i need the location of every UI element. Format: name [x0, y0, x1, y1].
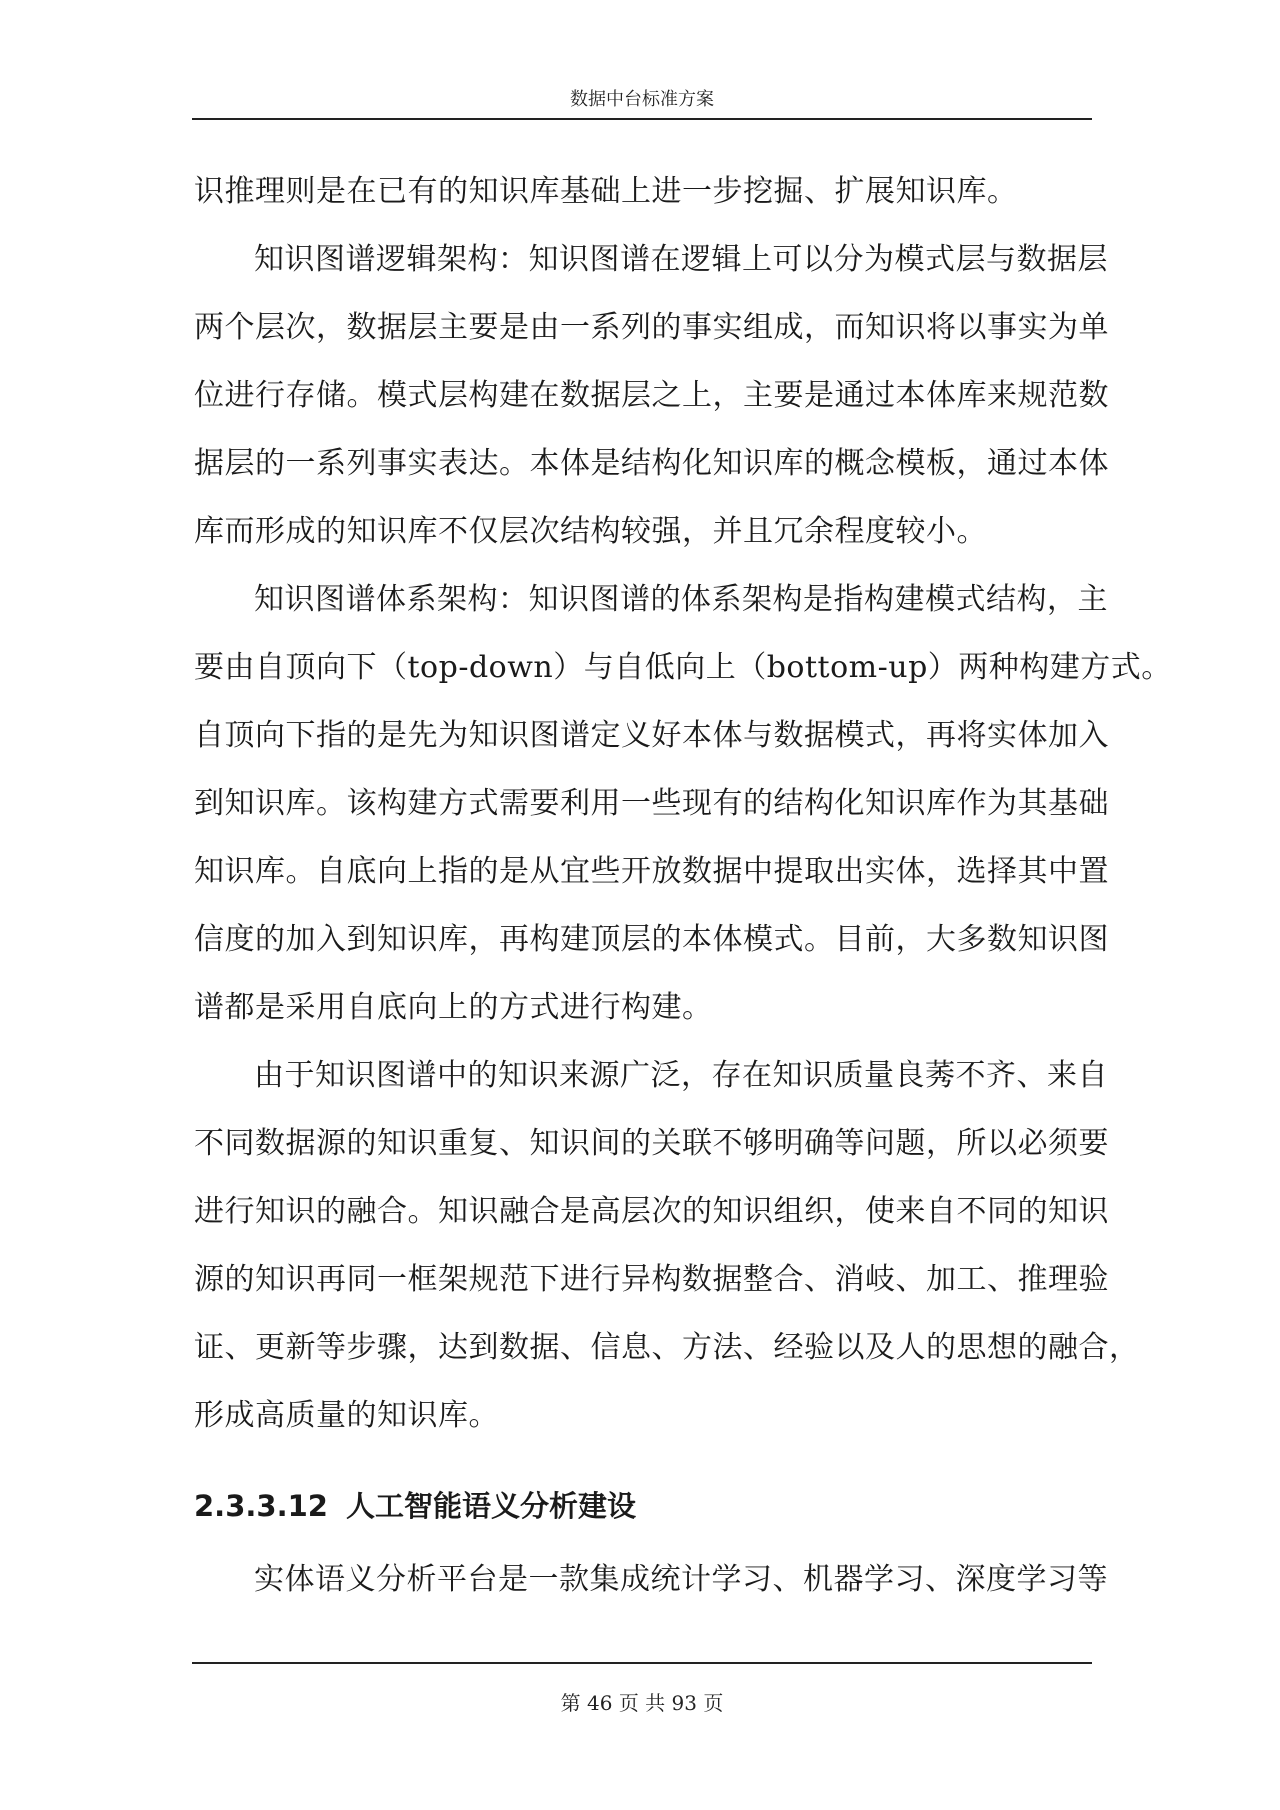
- paragraph-line: 到知识库。该构建方式需要利用一些现有的结构化知识库作为其基础: [194, 786, 1109, 821]
- paragraph-line: 由于知识图谱中的知识来源广泛，存在知识质量良莠不齐、来自: [254, 1058, 1108, 1093]
- paragraph-line: 形成高质量的知识库。: [194, 1398, 499, 1433]
- paragraph-line: 知识库。自底向上指的是从宜些开放数据中提取出实体，选择其中置: [194, 854, 1109, 889]
- paragraph-line: 源的知识再同一框架规范下进行异构数据整合、消岐、加工、推理验: [194, 1262, 1109, 1297]
- page-number: 第 46 页 共 93 页: [560, 1691, 724, 1715]
- paragraph-line: 实体语义分析平台是一款集成统计学习、机器学习、深度学习等: [254, 1562, 1108, 1597]
- section-title: 人工智能语义分析建设: [346, 1489, 637, 1523]
- section-heading: [194, 1472, 1092, 1540]
- paragraph-line: 自顶向下指的是先为知识图谱定义好本体与数据模式，再将实体加入: [194, 718, 1109, 753]
- footer-divider: [192, 1662, 1092, 1664]
- paragraph-line: 库而形成的知识库不仅层次结构较强，并且冗余程度较小。: [194, 514, 987, 549]
- paragraph-line: 两个层次，数据层主要是由一系列的事实组成，而知识将以事实为单: [194, 310, 1109, 345]
- paragraph-line: 要由自顶向下（top-down）与自低向上（bottom-up）两种构建方式。: [194, 650, 1172, 685]
- paragraph-line: 信度的加入到知识库，再构建顶层的本体模式。目前，大多数知识图: [194, 922, 1109, 957]
- paragraph-line: 谱都是采用自底向上的方式进行构建。: [194, 990, 713, 1025]
- paragraph-line: 知识图谱体系架构：知识图谱的体系架构是指构建模式结构，主: [254, 582, 1108, 617]
- paragraph-line: 不同数据源的知识重复、知识间的关联不够明确等问题，所以必须要: [194, 1126, 1109, 1161]
- header-divider: [192, 118, 1092, 120]
- section-number: 2.3.3.12: [194, 1489, 328, 1523]
- paragraph-line: 识推理则是在已有的知识库基础上进一步挖掘、扩展知识库。: [194, 174, 1018, 209]
- paragraph-line: 知识图谱逻辑架构：知识图谱在逻辑上可以分为模式层与数据层: [254, 242, 1108, 277]
- document-body: [194, 158, 1172, 1614]
- paragraph-line: 进行知识的融合。知识融合是高层次的知识组织，使来自不同的知识: [194, 1194, 1109, 1229]
- paragraph-line: 证、更新等步骤，达到数据、信息、方法、经验以及人的思想的融合，: [194, 1330, 1140, 1365]
- page-header-title: 数据中台标准方案: [570, 89, 714, 110]
- paragraph-line: 位进行存储。模式层构建在数据层之上，主要是通过本体库来规范数: [194, 378, 1109, 413]
- paragraph-line: 据层的一系列事实表达。本体是结构化知识库的概念模板，通过本体: [194, 446, 1109, 481]
